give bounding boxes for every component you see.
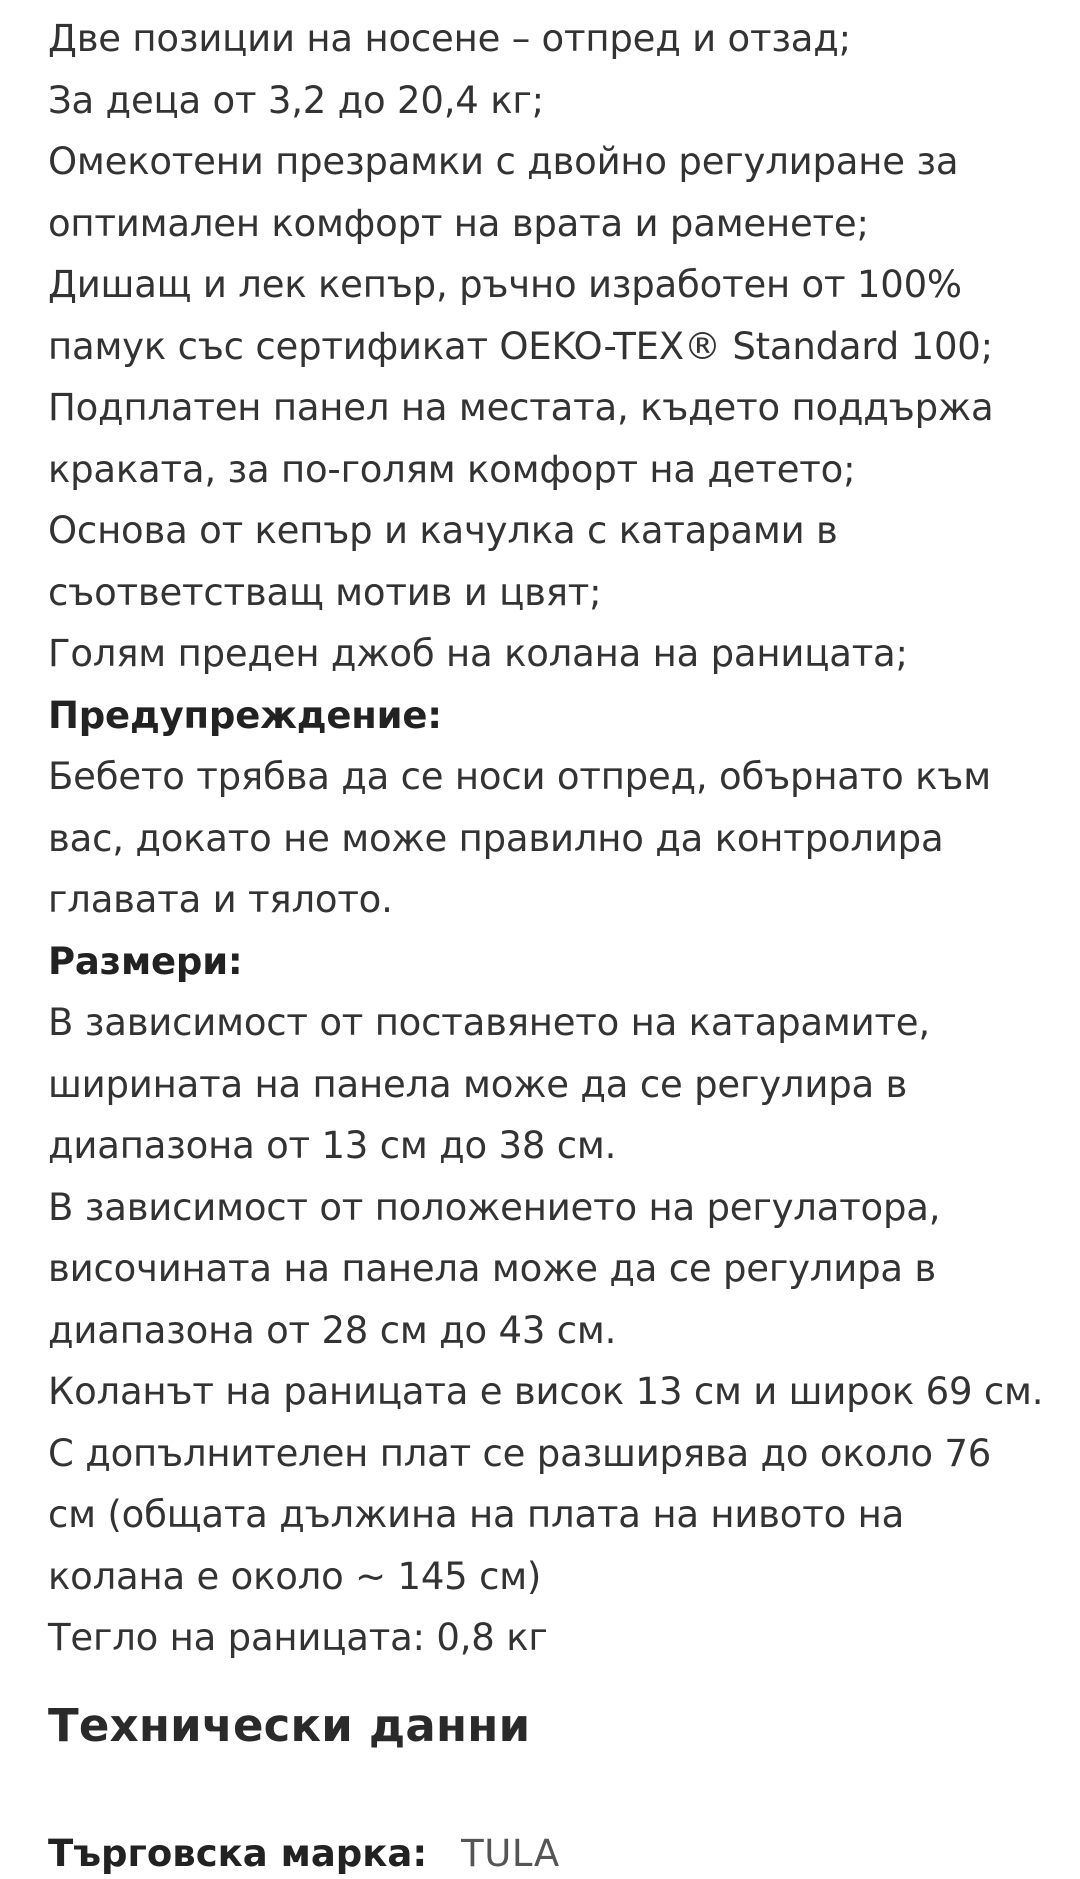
feature-line: съответстващ мотив и цвят; [48,570,602,614]
feature-line: Омекотени презрамки с двойно регулиране за [48,140,959,183]
warning-heading: Предупреждение: [48,693,442,737]
feature-line: Две позиции на носене – отпред и отзад; [48,17,851,60]
clipped-text-line [48,0,1058,8]
feature-line: За деца от 3,2 до 20,4 кг; [48,78,544,122]
feature-line: Дишащ и лек кепър, ръчно изработен от 100% [48,263,962,306]
warning-line: Бебето трябва да се носи отпред, обърнато към [48,755,991,798]
size-line: В зависимост от положението на регулатора, [48,1185,941,1229]
technical-data-heading: Технически данни [48,1698,531,1752]
feature-line: оптимален комфорт на врата и раменете; [48,201,869,245]
size-line: см (общата дължина на плата на нивото на [48,1493,905,1536]
size-line: Коланът на раницата е висок 13 см и широк 69 см. [48,1370,1044,1413]
feature-line: Основа от кепър и качулка с катарами в [48,509,838,552]
spec-value: TULA [461,1831,560,1875]
feature-line: краката, за по-голям комфорт на детето; [48,447,856,491]
feature-line: Подплатен панел на местата, където поддържа [48,386,994,429]
warning-line: вас, докато не може правилно да контролира [48,816,944,860]
size-line: С допълнителен плат се разширява до около 76 [48,1431,992,1475]
warning-line: главата и тялото. [48,878,393,921]
size-line: диапазона от 13 см до 38 см. [48,1124,617,1167]
size-line: височината на панела може да се регулира в [48,1247,937,1290]
sizes-heading: Размери: [48,939,243,983]
feature-line: Голям преден джоб на колана на раницата; [48,632,908,675]
size-line: колана е около ~ 145 см) [48,1554,542,1598]
spec-row-brand [48,1829,1058,1879]
size-line: Тегло на раницата: 0,8 кг [48,1616,548,1659]
size-line: В зависимост от поставянето на катарамите, [48,1001,930,1044]
feature-line: памук със сертификат OEKO-TEX® Standard 100; [48,324,993,368]
size-line: диапазона от 28 см до 43 см. [48,1308,617,1352]
size-line: ширината на панела може да се регулира в [48,1062,908,1106]
spec-label: Търговска марка: [48,1831,428,1875]
product-description [48,0,1058,1879]
